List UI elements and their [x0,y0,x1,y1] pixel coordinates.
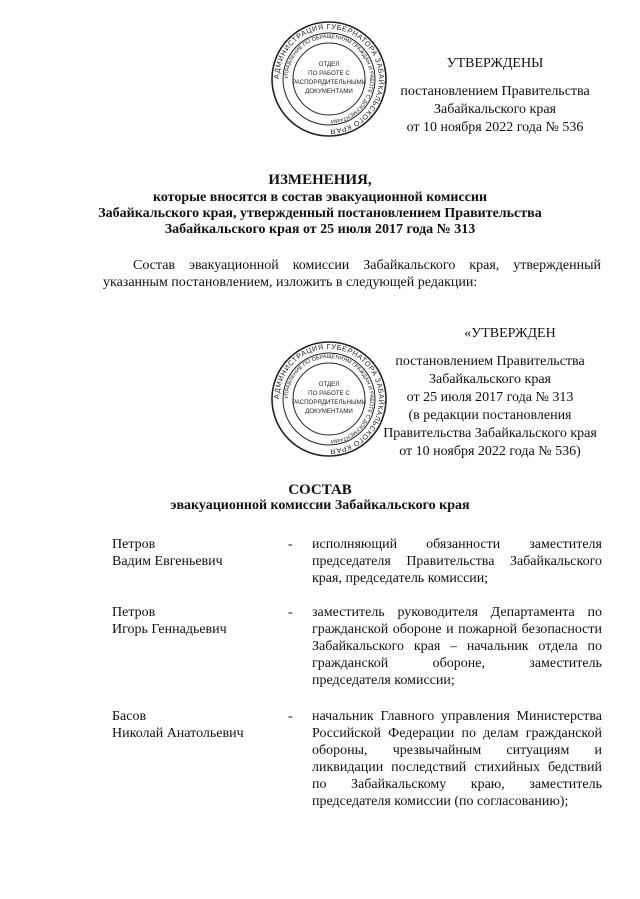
member-entry [112,604,602,696]
document-heading [60,172,580,238]
seal-center-line: ОТДЕЛ [318,61,340,68]
member-role: заместитель руководителя Департамента по гражданской обороне и пожарной безопасности Забайкальского края – начальник отдела по гражданской обороне, заместитель председателя комиссии; [312,605,602,688]
seal-center-line: ДОКУМЕНТАМИ [305,88,353,95]
member-dash: - [288,709,293,724]
approval-word: «УТВЕРЖДЕН [464,326,556,341]
member-given-names: Игорь Геннадьевич [112,622,227,637]
member-dash: - [288,605,293,620]
approval-line: Забайкальского края [433,102,556,117]
member-surname: Басов [112,709,147,724]
member-name [112,536,272,570]
member-name [112,708,272,742]
member-surname: Петров [112,605,156,620]
member-entry [112,708,602,828]
seal-center-line: РАСПОРЯДИТЕЛЬНЫМИ [291,79,367,86]
approval-line: от 10 ноября 2022 года № 536) [399,444,581,459]
seal-ring-text: АДМИНИСТРАЦИЯ ГУБЕРНАТОРА ЗАБАЙКАЛЬСКОГО КРАЯ [271,21,387,137]
approval-block-second [360,325,620,461]
approval-block-top [370,55,620,137]
seal-stamp [270,340,388,458]
seal-center-line: ДОКУМЕНТАМИ [305,408,353,415]
seal-inner-ring-text: УПРАВЛЕНИЕ ПО ОБРАЩЕНИЯМ ГРАЖДАН И РАБОТЕ С ДОКУМЕНТАМИ [283,353,375,445]
member-name [112,604,272,638]
member-role: исполняющий обязанности заместителя председателя Правительства Забайкальского края, председатель комиссии; [312,537,602,586]
composition-subtitle: эвакуационной комиссии Забайкальского края [170,498,470,513]
approval-word: УТВЕРЖДЕНЫ [446,56,544,71]
heading-title: ИЗМЕНЕНИЯ, [268,172,372,188]
heading-line: которые вносятся в состав эвакуационной комиссии [152,190,488,205]
intro-text: Состав эвакуационной комиссии Забайкальского края, утвержденный указанным постановлением, изложить в следующей редакции: [103,258,601,290]
approval-line: постановлением Правительства [395,354,585,369]
seal-center-line: ПО РАБОТЕ С [308,70,350,77]
intro-paragraph [103,257,601,291]
approval-line: от 25 июля 2017 года № 313 [406,390,574,405]
approval-line: Правительства Забайкальского края [383,426,597,441]
seal-stamp [270,20,388,138]
approval-line: постановлением Правительства [400,84,590,99]
member-given-names: Вадим Евгеньевич [112,554,223,569]
composition-heading [60,482,580,514]
seal-ring-text: АДМИНИСТРАЦИЯ ГУБЕРНАТОРА ЗАБАЙКАЛЬСКОГО КРАЯ [271,341,387,457]
seal-center-line: РАСПОРЯДИТЕЛЬНЫМИ [291,399,367,406]
seal-center-line: ПО РАБОТЕ С [308,390,350,397]
seal-inner-ring-text: УПРАВЛЕНИЕ ПО ОБРАЩЕНИЯМ ГРАЖДАН И РАБОТЕ С ДОКУМЕНТАМИ [283,33,375,125]
member-dash: - [288,537,293,552]
member-role: начальник Главного управления Министерства Российской Федерации по делам гражданской обороны, чрезвычайным ситуациям и ликвидации последствий стихийных бедствий по Забайкальскому краю, заместитель председателя комиссии (по согласованию); [312,709,602,809]
heading-line: Забайкальского края от 25 июля 2017 года № 313 [164,222,476,237]
heading-line: Забайкальского края, утвержденный постановлением Правительства [98,206,542,221]
seal-center-line: ОТДЕЛ [318,381,340,388]
member-entry [112,536,602,596]
approval-line: Забайкальского края [428,372,551,387]
composition-title: СОСТАВ [288,482,352,498]
approval-line: от 10 ноября 2022 года № 536 [406,120,584,135]
member-given-names: Николай Анатольевич [112,726,244,741]
approval-line: (в редакции постановления [408,408,572,423]
member-surname: Петров [112,537,156,552]
